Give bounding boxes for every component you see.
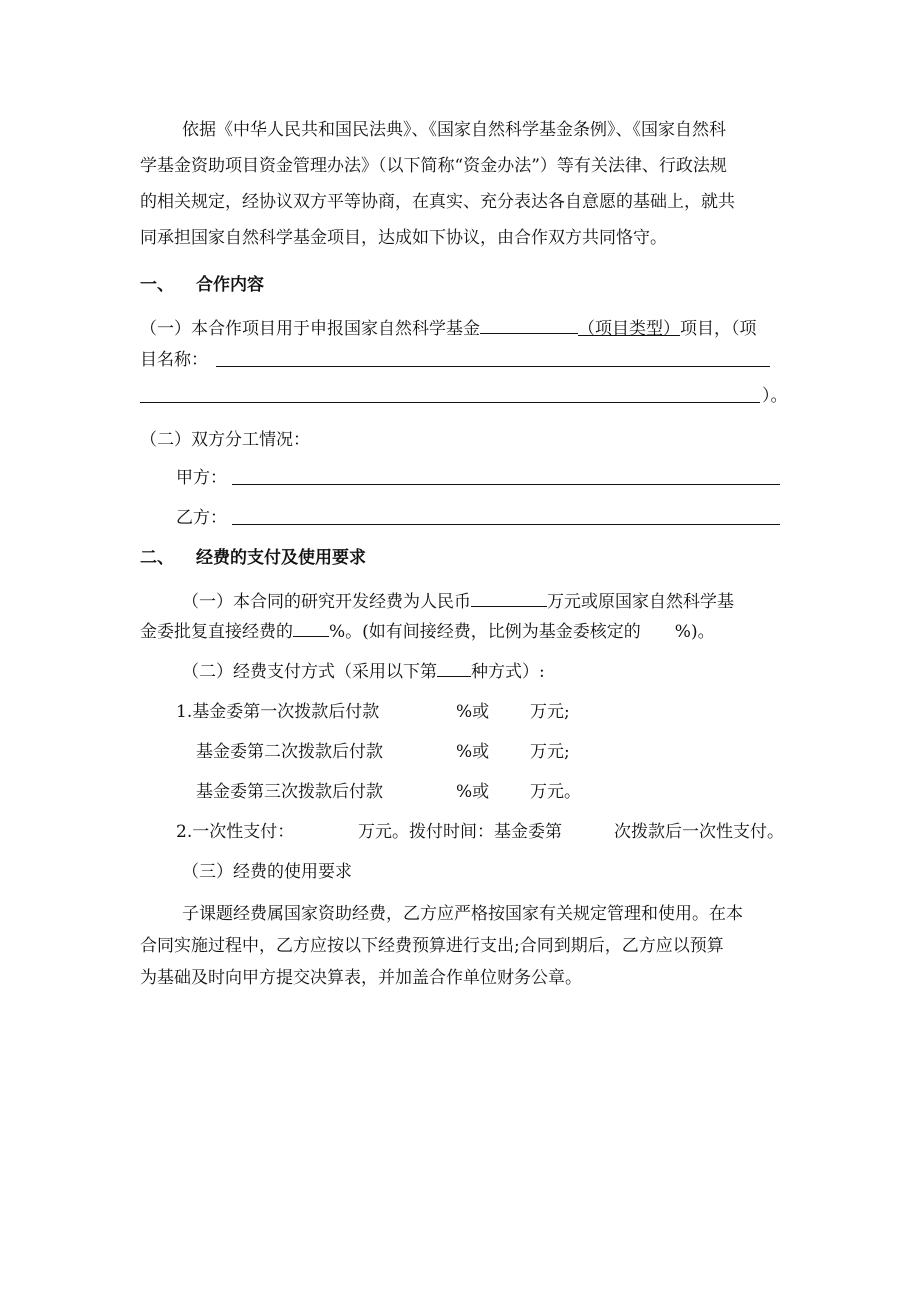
once-text-a: 2.一次性支付：: [176, 822, 295, 842]
party-a-blank: [232, 484, 780, 485]
project-name-blank-2: [140, 402, 760, 403]
use-line-1: 子课题经费属国家资助经费，乙方应严格按国家有关规定管理和使用。在本: [182, 904, 743, 924]
item1-text-b: 项目，（项: [680, 319, 757, 339]
use-line-3: 为基础及时向甲方提交决算表，并加盖合作单位财务公章。: [140, 968, 582, 988]
pay-row-1-label: 1.基金委第一次拨款后付款: [176, 702, 380, 722]
p1-text-b: 万元或原国家自然科学基: [547, 592, 734, 612]
party-b-blank: [232, 524, 780, 525]
pay-row-3-wan: 万元。: [530, 782, 581, 802]
pay-row-2-pct: %或: [456, 742, 490, 762]
party-a-label: 甲方：: [176, 468, 227, 488]
p3-text-b: 种方式）:: [471, 662, 545, 682]
section1-number: 一、: [140, 275, 174, 295]
section1-title: 合作内容: [196, 275, 264, 295]
pay-row-2-wan: 万元;: [530, 742, 570, 762]
section1-item1-line1: [140, 315, 757, 341]
once-text-c: 次拨款后一次性支付。: [614, 822, 784, 842]
pay-row-1-wan: 万元;: [530, 702, 570, 722]
section2-title: 经费的支付及使用要求: [196, 548, 366, 568]
intro-line-4: 同承担国家自然科学基金项目，达成如下协议，由合作双方共同恪守。: [140, 228, 667, 248]
pay-row-1-pct: %或: [456, 702, 490, 722]
item1-type-label: （项目类型）: [578, 319, 680, 339]
section2-p1: [182, 588, 734, 614]
p3-text-a: （二）经费支付方式（采用以下第: [182, 662, 437, 682]
intro-line-1: 依据《中华人民共和国民法典》、《国家自然科学基金条例》、《国家自然科: [182, 120, 726, 140]
method-number-blank: [437, 658, 471, 677]
pay-row-3-label: 基金委第三次拨款后付款: [196, 782, 383, 802]
pay-row-2-label: 基金委第二次拨款后付款: [196, 742, 383, 762]
project-type-blank: [480, 315, 578, 334]
project-name-blank-1: [216, 366, 770, 367]
p1-text-a: （一）本合同的研究开发经费为人民币: [182, 592, 471, 612]
p2-text-a: 金委批复直接经费的: [140, 622, 293, 642]
amount-blank: [471, 588, 547, 607]
section2-p2: [140, 618, 715, 644]
item1-end: ）。: [762, 386, 788, 406]
pay-row-3-pct: %或: [456, 782, 490, 802]
section2-p3: [182, 658, 545, 684]
intro-line-2: 学基金资助项目资金管理办法》（以下简称“资金办法”）等有关法律、行政法规: [140, 156, 727, 176]
item1-text-a: （一）本合作项目用于申报国家自然科学基金: [140, 319, 480, 339]
section2-number: 二、: [140, 548, 174, 568]
intro-line-3: 的相关规定，经协议双方平等协商，在真实、充分表达各自意愿的基础上，就共: [140, 192, 735, 212]
p2-text-b: %。(如有间接经费，比例为基金委核定的: [329, 622, 641, 642]
item1-text-c: 目名称：: [140, 350, 208, 370]
section2-use-title: （三）经费的使用要求: [182, 862, 352, 882]
once-text-b: 万元。拨付时间：基金委第: [358, 822, 562, 842]
direct-percent-blank: [293, 618, 329, 637]
use-line-2: 合同实施过程中，乙方应按以下经费预算进行支出;合同到期后，乙方应以预算: [140, 936, 724, 956]
section1-item2: （二）双方分工情况：: [140, 430, 310, 450]
p2-text-c: %)。: [674, 622, 715, 642]
party-b-label: 乙方：: [176, 508, 227, 528]
